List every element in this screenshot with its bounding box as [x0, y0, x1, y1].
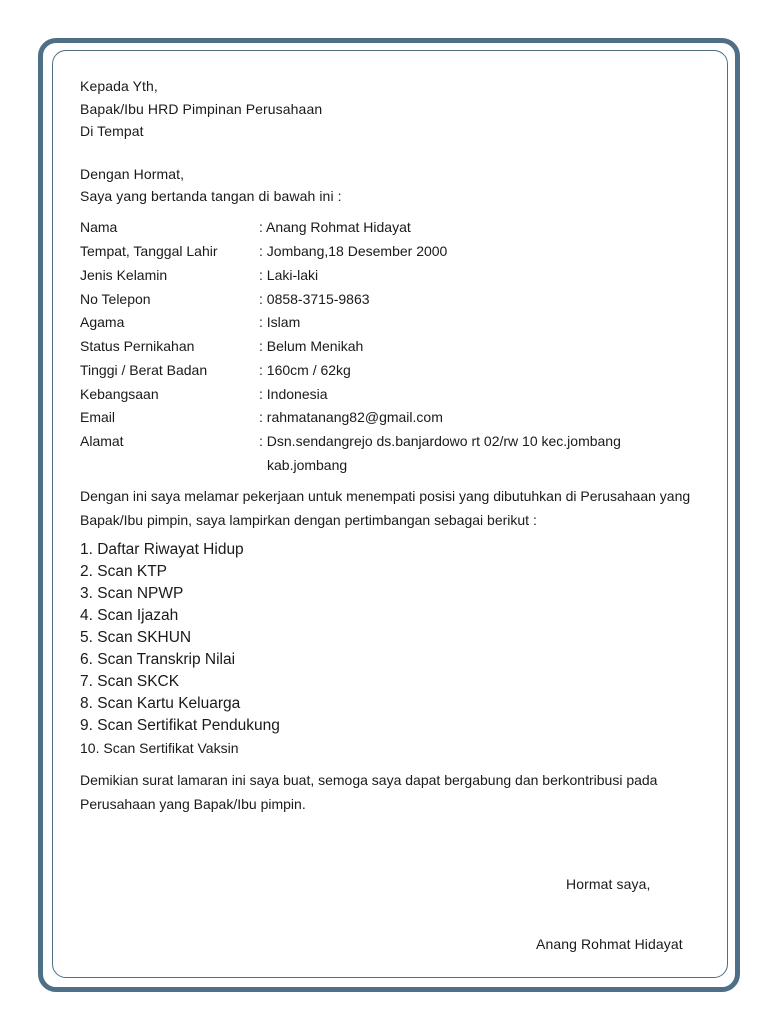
field-label: Email — [80, 409, 116, 425]
closing-paragraph: Demikian surat lamaran ini saya buat, semoga saya dapat bergabung dan berkontribusi pada Perusahaan yang Bapak/Ibu pimpin. — [80, 772, 658, 812]
list-item: 5. Scan SKHUN — [80, 629, 192, 646]
field-label: Agama — [80, 314, 125, 330]
field-value: : Belum Menikah — [259, 338, 364, 354]
field-label: Alamat — [80, 433, 124, 449]
field-value: : 160cm / 62kg — [259, 362, 351, 378]
field-value: : Islam — [259, 314, 301, 330]
list-item: 7. Scan SKCK — [80, 673, 180, 690]
field-value: : Laki-laki — [259, 267, 319, 283]
field-value-continued: kab.jombang — [267, 457, 348, 473]
field-label: Tinggi / Berat Badan — [80, 362, 208, 378]
list-item: 10. Scan Sertifikat Vaksin — [80, 740, 239, 756]
field-value: : rahmatanang82@gmail.com — [259, 409, 443, 425]
list-item: 9. Scan Sertifikat Pendukung — [80, 717, 280, 734]
signer-name: Anang Rohmat Hidayat — [536, 936, 683, 952]
field-label: Nama — [80, 219, 118, 235]
field-value: : Anang Rohmat Hidayat — [259, 219, 411, 235]
list-item: 1. Daftar Riwayat Hidup — [80, 541, 244, 558]
recipient-line: Bapak/Ibu HRD Pimpinan Perusahaan — [80, 101, 323, 117]
sign-off: Hormat saya, — [566, 876, 651, 892]
field-label: No Telepon — [80, 291, 151, 307]
greeting: Dengan Hormat, — [80, 166, 185, 182]
list-item: 3. Scan NPWP — [80, 585, 184, 602]
body-paragraph: Dengan ini saya melamar pekerjaan untuk menempati posisi yang dibutuhkan di Perusahaan yang Bapak/Ibu pimpin, saya lampirkan dengan pertimbangan sebagai berikut : — [80, 488, 691, 528]
field-label: Jenis Kelamin — [80, 267, 168, 283]
field-value: : Jombang,18 Desember 2000 — [259, 243, 448, 259]
list-item: 6. Scan Transkrip Nilai — [80, 651, 236, 668]
field-label: Kebangsaan — [80, 386, 159, 402]
field-label: Status Pernikahan — [80, 338, 195, 354]
recipient-line: Di Tempat — [80, 123, 144, 139]
list-item: 4. Scan Ijazah — [80, 607, 179, 624]
field-value: : 0858-3715-9863 — [259, 291, 370, 307]
recipient-line: Kepada Yth, — [80, 78, 158, 94]
intro-text: Saya yang bertanda tangan di bawah ini : — [80, 188, 342, 204]
field-value: : Indonesia — [259, 386, 328, 402]
field-value: : Dsn.sendangrejo ds.banjardowo rt 02/rw 10 kec.jombang — [259, 433, 621, 449]
list-item: 2. Scan KTP — [80, 563, 168, 580]
field-label: Tempat, Tanggal Lahir — [80, 243, 218, 259]
list-item: 8. Scan Kartu Keluarga — [80, 695, 241, 712]
